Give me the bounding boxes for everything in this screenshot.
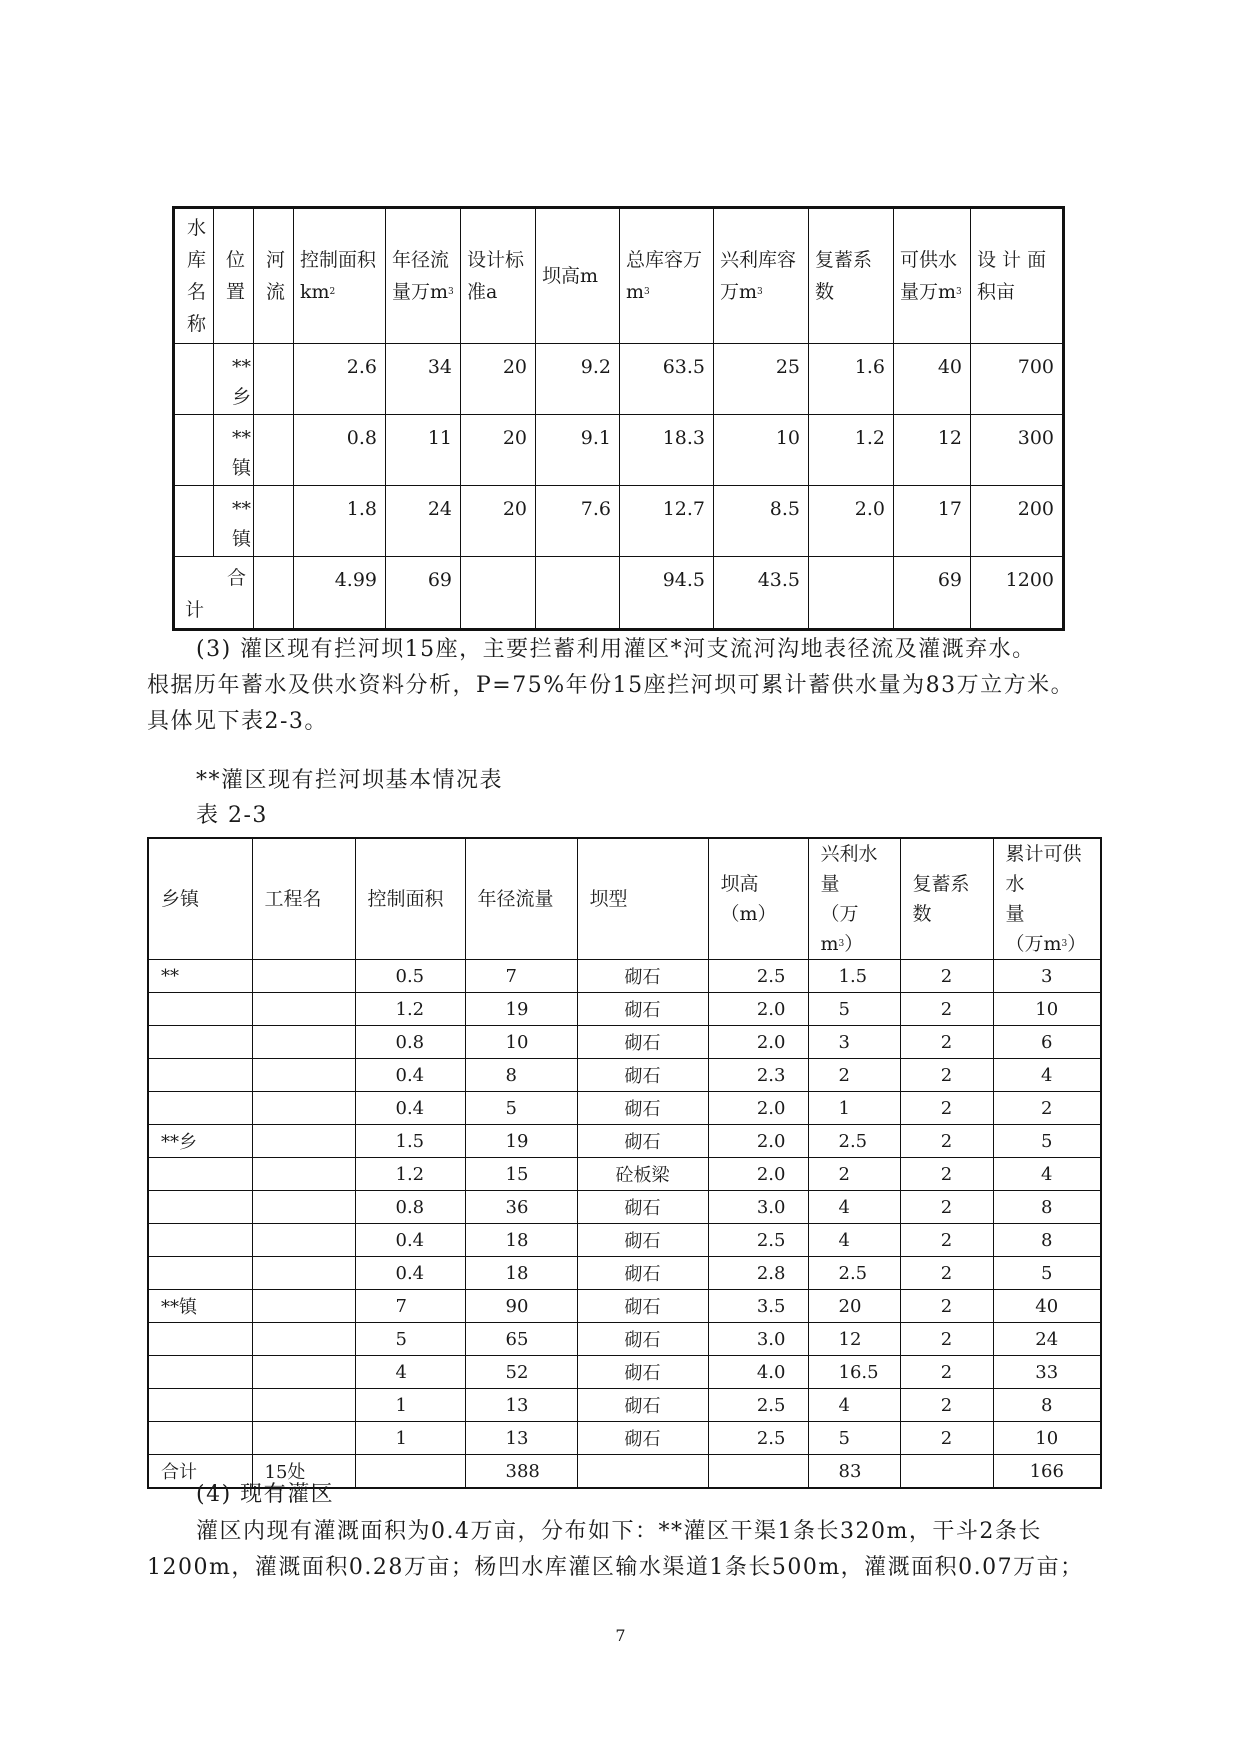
reservoir-table-header xyxy=(174,208,1064,344)
dam-row xyxy=(148,1323,1101,1356)
reservoir-cell-useful-cap: 10 xyxy=(714,415,809,486)
dam-cell-type: 砌石 xyxy=(577,1290,708,1323)
dam-cell-town: 合计 xyxy=(148,1455,252,1489)
dam-cell-area: 1 xyxy=(355,1389,465,1422)
dam-cell-coef: 2 xyxy=(900,993,993,1026)
reservoir-cell-area: 1.8 xyxy=(294,486,386,557)
dam-cell-supply: 3 xyxy=(993,960,1101,993)
reservoir-cell-runoff: 11 xyxy=(386,415,461,486)
dam-cell-supply: 166 xyxy=(993,1455,1101,1489)
dam-cell-town xyxy=(148,1092,252,1125)
dam-header-cell: 坝高 （m） xyxy=(708,838,808,960)
reservoir-table-total-row xyxy=(174,557,1064,630)
dam-cell-project xyxy=(252,1356,355,1389)
reservoir-header-cell: 坝高m xyxy=(536,208,620,344)
dam-row xyxy=(148,1092,1101,1125)
reservoir-cell-river xyxy=(254,344,294,415)
dam-cell-runoff: 8 xyxy=(465,1059,577,1092)
dam-cell-area: 1.5 xyxy=(355,1125,465,1158)
dam-cell-supply: 10 xyxy=(993,1422,1101,1455)
reservoir-header-cell: 兴利库容 万$m^3$ xyxy=(714,208,809,344)
dam-cell-water: 5 xyxy=(808,1422,900,1455)
dam-cell-runoff: 13 xyxy=(465,1422,577,1455)
dam-cell-water: 83 xyxy=(808,1455,900,1489)
dam-header-cell: 兴利水量 （万$m^3$） xyxy=(808,838,900,960)
dam-cell-height: 3.0 xyxy=(708,1323,808,1356)
dam-cell-supply: 2 xyxy=(993,1092,1101,1125)
reservoir-cell-supply: 40 xyxy=(894,344,971,415)
dam-cell-height: 3.0 xyxy=(708,1191,808,1224)
dam-cell-type: 砌石 xyxy=(577,993,708,1026)
reservoir-cell-area: 0.8 xyxy=(294,415,386,486)
section-title: (4) 现有灌区 xyxy=(196,1482,335,1507)
dam-cell-supply: 6 xyxy=(993,1026,1101,1059)
dam-cell-area: 5 xyxy=(355,1323,465,1356)
dam-cell-runoff: 13 xyxy=(465,1389,577,1422)
dam-cell-water: 20 xyxy=(808,1290,900,1323)
dam-cell-height xyxy=(708,1455,808,1489)
reservoir-cell-location: ** 镇 xyxy=(214,486,254,557)
reservoir-cell-area: 2.6 xyxy=(294,344,386,415)
reservoir-header-cell: 设计标 准a xyxy=(461,208,536,344)
dam-cell-type: 砌石 xyxy=(577,1257,708,1290)
total-coef xyxy=(809,557,894,630)
reservoir-cell-standard: 20 xyxy=(461,486,536,557)
dam-cell-height: 2.0 xyxy=(708,1158,808,1191)
dam-cell-runoff: 15 xyxy=(465,1158,577,1191)
total-river xyxy=(254,557,294,630)
dam-cell-type xyxy=(577,1455,708,1489)
dam-cell-supply: 5 xyxy=(993,1125,1101,1158)
table-title: **灌区现有拦河坝基本情况表 xyxy=(196,768,504,793)
reservoir-header-cell: 控制面积 $km^2$ xyxy=(294,208,386,344)
dam-row xyxy=(148,1389,1101,1422)
reservoir-cell-total-cap: 12.7 xyxy=(620,486,714,557)
dam-cell-height: 2.0 xyxy=(708,1092,808,1125)
dam-cell-type: 砌石 xyxy=(577,1422,708,1455)
dam-header-cell: 累计可供水 量 （万$m^3$） xyxy=(993,838,1101,960)
dam-cell-coef: 2 xyxy=(900,960,993,993)
dam-cell-area: 0.8 xyxy=(355,1191,465,1224)
paragraph-line: (3) 灌区现有拦河坝15座，主要拦蓄利用灌区*河支流河沟地表径流及灌溉弃水。 xyxy=(196,637,1036,662)
dam-cell-supply: 8 xyxy=(993,1389,1101,1422)
dam-row xyxy=(148,1224,1101,1257)
dam-cell-project xyxy=(252,1323,355,1356)
dam-row xyxy=(148,993,1101,1026)
dam-table-header xyxy=(148,838,1101,960)
reservoir-cell-supply: 12 xyxy=(894,415,971,486)
dam-cell-supply: 40 xyxy=(993,1290,1101,1323)
dam-cell-height: 4.0 xyxy=(708,1356,808,1389)
total-runoff: 69 xyxy=(386,557,461,630)
dam-header-cell: 乡镇 xyxy=(148,838,252,960)
reservoir-header-cell: 复蓄系 数 xyxy=(809,208,894,344)
dam-cell-town xyxy=(148,1059,252,1092)
dam-cell-area: 0.8 xyxy=(355,1026,465,1059)
dam-cell-supply: 24 xyxy=(993,1323,1101,1356)
reservoir-cell-height: 9.2 xyxy=(536,344,620,415)
dam-cell-height: 2.8 xyxy=(708,1257,808,1290)
dam-row xyxy=(148,1257,1101,1290)
total-design-area: 1200 xyxy=(971,557,1064,630)
dam-cell-water: 1 xyxy=(808,1092,900,1125)
dam-cell-project xyxy=(252,1158,355,1191)
dam-cell-height: 2.5 xyxy=(708,1224,808,1257)
total-label-b: 计 xyxy=(185,599,205,621)
reservoir-cell-name xyxy=(174,486,214,557)
reservoir-cell-standard: 20 xyxy=(461,415,536,486)
reservoir-cell-height: 7.6 xyxy=(536,486,620,557)
dam-cell-town: ** xyxy=(148,960,252,993)
paragraph-line: 具体见下表2-3。 xyxy=(147,709,328,734)
paragraph-line: 根据历年蓄水及供水资料分析，P=75%年份15座拦河坝可累计蓄供水量为83万立方米。 xyxy=(147,673,1075,698)
reservoir-row xyxy=(174,415,1064,486)
dam-cell-water: 3 xyxy=(808,1026,900,1059)
dam-cell-height: 2.0 xyxy=(708,1125,808,1158)
reservoir-cell-name xyxy=(174,344,214,415)
reservoir-table xyxy=(172,206,1065,631)
dam-cell-project xyxy=(252,1224,355,1257)
dam-cell-area: 0.4 xyxy=(355,1257,465,1290)
dam-cell-area: 1.2 xyxy=(355,1158,465,1191)
dam-cell-type: 砌石 xyxy=(577,1356,708,1389)
dam-cell-water: 12 xyxy=(808,1323,900,1356)
dam-cell-type: 砌石 xyxy=(577,1026,708,1059)
dam-cell-area: 1 xyxy=(355,1422,465,1455)
dam-cell-area xyxy=(355,1455,465,1489)
dam-row xyxy=(148,1356,1101,1389)
dam-cell-water: 4 xyxy=(808,1224,900,1257)
dam-cell-runoff: 19 xyxy=(465,993,577,1026)
dam-cell-area: 0.4 xyxy=(355,1092,465,1125)
dam-row xyxy=(148,1059,1101,1092)
dam-cell-supply: 4 xyxy=(993,1158,1101,1191)
reservoir-header-cell: 可供水 量万$m^3$ xyxy=(894,208,971,344)
total-useful-cap: 43.5 xyxy=(714,557,809,630)
dam-cell-town: **镇 xyxy=(148,1290,252,1323)
dam-cell-height: 3.5 xyxy=(708,1290,808,1323)
dam-cell-coef: 2 xyxy=(900,1191,993,1224)
paragraph-line: 灌区内现有灌溉面积为0.4万亩，分布如下：**灌区干渠1条长320m，干斗2条长 xyxy=(196,1519,1042,1544)
dam-row xyxy=(148,1026,1101,1059)
dam-cell-area: 0.4 xyxy=(355,1224,465,1257)
dam-cell-runoff: 65 xyxy=(465,1323,577,1356)
dam-cell-runoff: 7 xyxy=(465,960,577,993)
dam-row xyxy=(148,1422,1101,1455)
dam-cell-town: **乡 xyxy=(148,1125,252,1158)
reservoir-cell-total-cap: 63.5 xyxy=(620,344,714,415)
dam-cell-project xyxy=(252,1290,355,1323)
total-total-cap: 94.5 xyxy=(620,557,714,630)
reservoir-row xyxy=(174,344,1064,415)
reservoir-header-cell: 水 库 名 称 xyxy=(174,208,214,344)
dam-cell-height: 2.0 xyxy=(708,993,808,1026)
reservoir-cell-coef: 1.2 xyxy=(809,415,894,486)
dam-row xyxy=(148,1158,1101,1191)
dam-header-cell: 坝型 xyxy=(577,838,708,960)
dam-cell-coef: 2 xyxy=(900,1059,993,1092)
reservoir-cell-location: ** 镇 xyxy=(214,415,254,486)
dam-cell-type: 砌石 xyxy=(577,960,708,993)
dam-cell-supply: 8 xyxy=(993,1224,1101,1257)
reservoir-header-cell: 总库容万 $m^3$ xyxy=(620,208,714,344)
dam-cell-water: 2 xyxy=(808,1059,900,1092)
total-area: 4.99 xyxy=(294,557,386,630)
reservoir-cell-standard: 20 xyxy=(461,344,536,415)
reservoir-row xyxy=(174,486,1064,557)
dam-cell-town xyxy=(148,1257,252,1290)
dam-cell-town xyxy=(148,1191,252,1224)
dam-cell-coef: 2 xyxy=(900,1290,993,1323)
dam-row xyxy=(148,1191,1101,1224)
dam-cell-water: 5 xyxy=(808,993,900,1026)
page-number: 7 xyxy=(615,1626,626,1645)
reservoir-cell-river xyxy=(254,415,294,486)
dam-cell-town xyxy=(148,1356,252,1389)
dam-cell-project xyxy=(252,1125,355,1158)
dam-cell-type: 砌石 xyxy=(577,1125,708,1158)
dam-cell-height: 2.5 xyxy=(708,960,808,993)
dam-cell-runoff: 388 xyxy=(465,1455,577,1489)
dam-cell-water: 4 xyxy=(808,1191,900,1224)
dam-cell-water: 1.5 xyxy=(808,960,900,993)
dam-cell-coef: 2 xyxy=(900,1158,993,1191)
dam-cell-type: 砌石 xyxy=(577,1224,708,1257)
dam-cell-project xyxy=(252,1026,355,1059)
reservoir-header-cell: 河 流 xyxy=(254,208,294,344)
reservoir-cell-design-area: 200 xyxy=(971,486,1064,557)
dam-cell-coef: 2 xyxy=(900,1257,993,1290)
dam-cell-project xyxy=(252,1059,355,1092)
dam-row xyxy=(148,1125,1101,1158)
dam-cell-town xyxy=(148,1026,252,1059)
dam-cell-type: 砌石 xyxy=(577,1389,708,1422)
dam-cell-coef: 2 xyxy=(900,1026,993,1059)
dam-cell-project: 15处 xyxy=(252,1455,355,1489)
dam-cell-town xyxy=(148,1323,252,1356)
dam-cell-runoff: 10 xyxy=(465,1026,577,1059)
dam-cell-runoff: 19 xyxy=(465,1125,577,1158)
dam-cell-water: 2 xyxy=(808,1158,900,1191)
reservoir-header-cell: 设 计 面 积亩 xyxy=(971,208,1064,344)
total-label-a: 合 xyxy=(227,567,247,589)
dam-cell-water: 16.5 xyxy=(808,1356,900,1389)
dam-cell-type: 砌石 xyxy=(577,1092,708,1125)
paragraph-line: 1200m，灌溉面积0.28万亩；杨凹水库灌区输水渠道1条长500m，灌溉面积0.07万亩； xyxy=(147,1555,1084,1580)
reservoir-cell-design-area: 300 xyxy=(971,415,1064,486)
dam-cell-town xyxy=(148,1158,252,1191)
dam-cell-project xyxy=(252,1422,355,1455)
reservoir-header-cell: 位 置 xyxy=(214,208,254,344)
dam-cell-coef: 2 xyxy=(900,1092,993,1125)
dam-cell-coef: 2 xyxy=(900,1125,993,1158)
reservoir-header-cell: 年径流 量万$m^3$ xyxy=(386,208,461,344)
dam-cell-town xyxy=(148,1422,252,1455)
dam-cell-runoff: 18 xyxy=(465,1224,577,1257)
dam-cell-supply: 8 xyxy=(993,1191,1101,1224)
reservoir-cell-river xyxy=(254,486,294,557)
dam-cell-area: 1.2 xyxy=(355,993,465,1026)
reservoir-cell-total-cap: 18.3 xyxy=(620,415,714,486)
dam-cell-project xyxy=(252,993,355,1026)
dam-cell-height: 2.5 xyxy=(708,1389,808,1422)
dam-table xyxy=(147,837,1102,1489)
total-standard xyxy=(461,557,536,630)
dam-cell-project xyxy=(252,1191,355,1224)
reservoir-cell-useful-cap: 25 xyxy=(714,344,809,415)
dam-cell-coef xyxy=(900,1455,993,1489)
dam-cell-area: 0.5 xyxy=(355,960,465,993)
dam-cell-town xyxy=(148,1389,252,1422)
dam-header-cell: 工程名 xyxy=(252,838,355,960)
dam-cell-area: 4 xyxy=(355,1356,465,1389)
reservoir-cell-runoff: 34 xyxy=(386,344,461,415)
reservoir-cell-height: 9.1 xyxy=(536,415,620,486)
dam-cell-height: 2.0 xyxy=(708,1026,808,1059)
dam-cell-coef: 2 xyxy=(900,1224,993,1257)
total-height xyxy=(536,557,620,630)
dam-cell-town xyxy=(148,1224,252,1257)
dam-cell-area: 7 xyxy=(355,1290,465,1323)
dam-cell-supply: 33 xyxy=(993,1356,1101,1389)
dam-cell-type: 砌石 xyxy=(577,1059,708,1092)
dam-cell-supply: 10 xyxy=(993,993,1101,1026)
reservoir-cell-design-area: 700 xyxy=(971,344,1064,415)
dam-cell-runoff: 52 xyxy=(465,1356,577,1389)
dam-row xyxy=(148,960,1101,993)
dam-cell-coef: 2 xyxy=(900,1356,993,1389)
table-label: 表 2-3 xyxy=(196,803,268,828)
dam-cell-type: 砌石 xyxy=(577,1323,708,1356)
total-label xyxy=(174,557,254,630)
dam-cell-water: 2.5 xyxy=(808,1125,900,1158)
dam-cell-height: 2.3 xyxy=(708,1059,808,1092)
dam-cell-area: 0.4 xyxy=(355,1059,465,1092)
dam-cell-water: 2.5 xyxy=(808,1257,900,1290)
dam-cell-coef: 2 xyxy=(900,1323,993,1356)
dam-cell-project xyxy=(252,1389,355,1422)
dam-cell-supply: 5 xyxy=(993,1257,1101,1290)
reservoir-cell-coef: 2.0 xyxy=(809,486,894,557)
dam-cell-runoff: 90 xyxy=(465,1290,577,1323)
dam-cell-runoff: 5 xyxy=(465,1092,577,1125)
total-supply: 69 xyxy=(894,557,971,630)
dam-cell-project xyxy=(252,1092,355,1125)
dam-row xyxy=(148,1290,1101,1323)
dam-cell-supply: 4 xyxy=(993,1059,1101,1092)
reservoir-cell-supply: 17 xyxy=(894,486,971,557)
dam-header-cell: 复蓄系数 xyxy=(900,838,993,960)
dam-cell-project xyxy=(252,960,355,993)
dam-cell-type: 砌石 xyxy=(577,1191,708,1224)
dam-cell-coef: 2 xyxy=(900,1422,993,1455)
dam-header-cell: 控制面积 xyxy=(355,838,465,960)
dam-cell-town xyxy=(148,993,252,1026)
dam-cell-runoff: 36 xyxy=(465,1191,577,1224)
dam-cell-height: 2.5 xyxy=(708,1422,808,1455)
dam-header-cell: 年径流量 xyxy=(465,838,577,960)
dam-cell-coef: 2 xyxy=(900,1389,993,1422)
dam-cell-type: 砼板梁 xyxy=(577,1158,708,1191)
reservoir-cell-name xyxy=(174,415,214,486)
dam-cell-project xyxy=(252,1257,355,1290)
reservoir-cell-runoff: 24 xyxy=(386,486,461,557)
reservoir-cell-coef: 1.6 xyxy=(809,344,894,415)
reservoir-cell-location: ** 乡 xyxy=(214,344,254,415)
dam-cell-runoff: 18 xyxy=(465,1257,577,1290)
dam-cell-water: 4 xyxy=(808,1389,900,1422)
reservoir-cell-useful-cap: 8.5 xyxy=(714,486,809,557)
